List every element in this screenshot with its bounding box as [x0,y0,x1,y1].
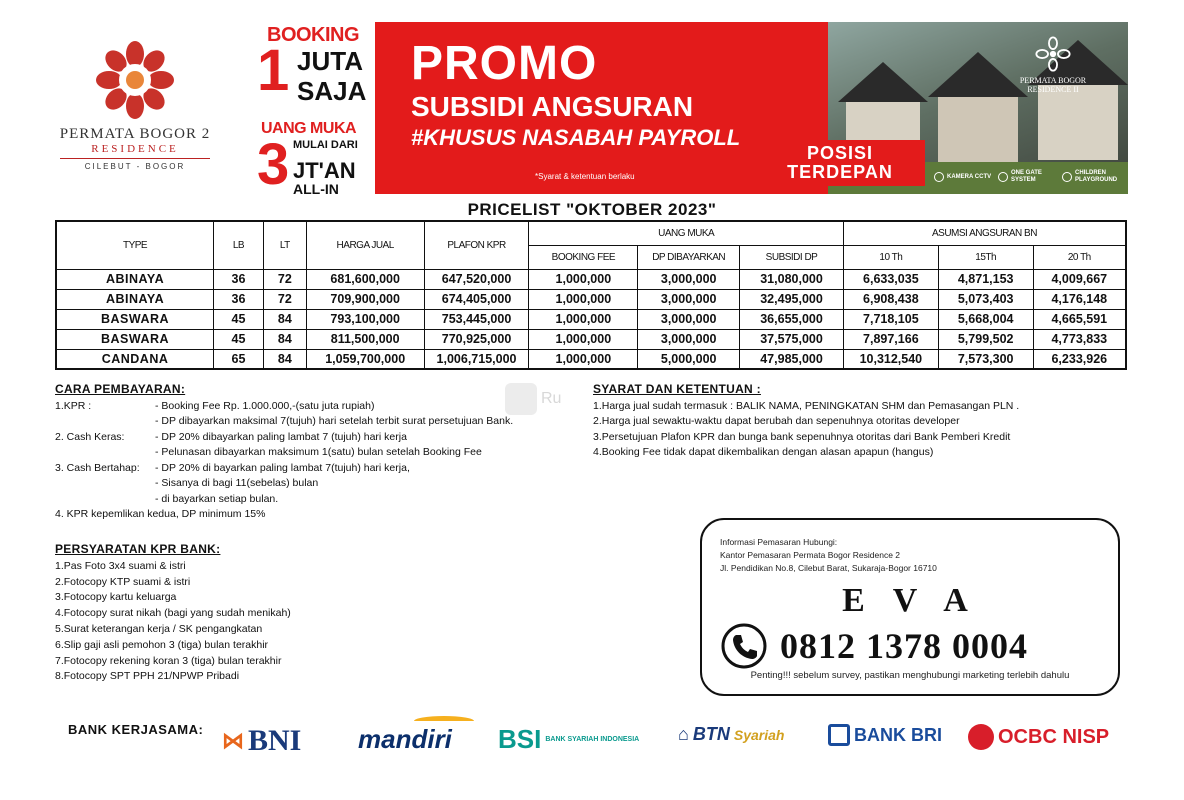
table-cell: 4,773,833 [1033,329,1126,349]
table-cell: 674,405,000 [424,289,529,309]
table-cell: 811,500,000 [306,329,424,349]
table-cell: 36 [214,269,264,289]
booking-saja: SAJA [297,76,367,106]
list-item: 1.Harga jual sudah termasuk : BALIK NAMA, PENINGKATAN SHM dan Pemasangan PLN . [593,399,1020,412]
booking-allin: ALL-IN [293,181,339,197]
table-row [56,269,1126,289]
table-cell: ABINAYA [56,289,214,309]
ocbc-mark-icon [968,724,994,750]
header-plafon: PLAFON KPR [424,221,529,269]
brand-sub: RESIDENCE [91,143,179,155]
bni-mark-icon: ⋈ [222,728,244,753]
list-item: 3.Persetujuan Plafon KPR dan bunga bank sepenuhnya otoritas dari Bank Pemberi Kredit [593,430,1011,443]
table-cell: 7,573,300 [938,349,1033,369]
list-item: 2. Cash Keras: - DP 20% dibayarkan paling lambat 7 (tujuh) hari kerja [55,430,407,443]
table-cell: 36,655,000 [740,309,844,329]
table-cell: ABINAYA [56,269,214,289]
persyaratan-kpr [55,542,475,685]
table-cell: 4,871,153 [938,269,1033,289]
table-cell: 32,495,000 [740,289,844,309]
phone-number[interactable]: 0812 1378 0004 [780,626,1028,666]
table-cell: 4,176,148 [1033,289,1126,309]
table-cell: 31,080,000 [740,269,844,289]
promo-subtitle: SUBSIDI ANGSURAN [411,91,694,122]
promo-banner [375,22,1128,194]
header-20th: 20 Th [1033,245,1126,269]
table-cell: 1,006,715,000 [424,349,529,369]
table-cell: 1,000,000 [529,329,638,349]
promo-title: PROMO [411,37,598,90]
bsi-subtext: BANK SYARIAH INDONESIA [545,735,640,743]
table-cell: 1,000,000 [529,289,638,309]
bsi-logo [498,724,640,755]
watermark-icon [505,383,537,415]
table-cell: 6,633,035 [843,269,938,289]
mandiri-logo [358,724,452,755]
header-lb: LB [214,221,264,269]
cara-heading: CARA PEMBAYARAN: [55,382,186,396]
header-booking-fee: BOOKING FEE [529,245,638,269]
feature-gate: ONE GATE SYSTEM [998,170,1060,184]
list-item: 7.Fotocopy rekening koran 3 (tiga) bulan terakhir [55,654,282,667]
phone-icon [720,622,768,670]
table-cell: 753,445,000 [424,309,529,329]
contact-card [700,518,1120,696]
feature-cctv: KAMERA CCTV [934,170,996,184]
table-cell: 72 [263,289,306,309]
list-item: 3.Fotocopy kartu keluarga [55,591,177,604]
flower-logo-small-icon [1035,36,1071,72]
contact-info [720,536,937,575]
header-lt: LT [263,221,306,269]
brand-location: CILEBUT - BOGOR [84,162,186,171]
bni-text: BNI [248,724,302,757]
list-item: 3. Cash Bertahap: - DP 20% di bayarkan paling lambat 7(tujuh) hari kerja, [55,461,410,474]
list-item: 4.Fotocopy surat nikah (bagi yang sudah menikah) [55,607,291,620]
table-cell: CANDANA [56,349,214,369]
bank-logos [218,712,1128,762]
list-item: 2.Fotocopy KTP suami & istri [55,575,191,588]
brand-divider [60,158,210,159]
table-cell: 681,600,000 [306,269,424,289]
table-cell: 6,233,926 [1033,349,1126,369]
table-cell: 5,000,000 [638,349,740,369]
table-cell: 7,897,166 [843,329,938,349]
btn-syariah-text: Syariah [733,726,785,743]
list-item: 2.Harga jual sewaktu-waktu dapat berubah dan sepenuhnya otoritas developer [593,415,960,427]
list-item: 8.Fotocopy SPT PPH 21/NPWP Pribadi [55,670,240,683]
table-cell: 6,908,438 [843,289,938,309]
list-item: - di bayarkan setiap bulan. [155,492,279,505]
watermark-text: Ru [541,390,562,407]
table-cell: 72 [263,269,306,289]
ocbc-text: OCBC NISP [998,725,1110,748]
posisi-line-1: POSISI [806,143,874,163]
table-cell: 3,000,000 [638,329,740,349]
feature-list [934,170,1124,184]
bri-mark-icon [828,724,850,746]
ocbc-logo [968,724,1109,750]
header-angsuran: ASUMSI ANGSURAN BN [843,221,1126,245]
kpr-heading: PERSYARATAN KPR BANK: [55,542,221,556]
booking-uang-muka: UANG MUKA [261,120,357,137]
header-type: TYPE [56,221,214,269]
table-cell: 1,000,000 [529,349,638,369]
gate-icon [998,172,1008,182]
list-item: - DP dibayarkan maksimal 7(tujuh) hari setelah terbit surat persetujuan Bank. [155,415,514,427]
list-item: - Sisanya di bagi 11(sebelas) bulan [155,477,319,489]
contact-note: Penting!!! sebelum survey, pastikan menghubungi marketing terlebih dahulu [750,670,1070,681]
booking-mulai: MULAI DARI [293,139,358,151]
header-15th: 15Th [938,245,1033,269]
playground-icon [1062,172,1072,182]
booking-juta: JUTA [297,46,363,76]
table-row [56,309,1126,329]
booking-word: BOOKING [267,24,360,46]
list-item: 6.Slip gaji asli pemohon 3 (tiga) bulan terakhir [55,638,269,651]
btn-text: BTN [692,724,730,744]
table-cell: BASWARA [56,309,214,329]
bni-logo [222,724,301,758]
feature-playground: CHILDREN PLAYGROUND [1062,170,1124,184]
promo-note: *Syarat & ketentuan berlaku [535,172,635,181]
table-cell: 84 [263,329,306,349]
header-10th: 10 Th [843,245,938,269]
table-cell: 45 [214,329,264,349]
table-cell: 793,100,000 [306,309,424,329]
promo-tagline: #KHUSUS NASABAH PAYROLL [411,125,741,150]
table-cell: 37,575,000 [740,329,844,349]
table-row [56,349,1126,369]
list-item: 5.Surat keterangan kerja / SK pengangkatan [55,622,263,635]
watermark [505,383,561,415]
contact-name: E V A [842,582,978,619]
table-cell: 4,665,591 [1033,309,1126,329]
table-cell: 3,000,000 [638,289,740,309]
table-cell: 84 [263,349,306,369]
booking-number-1: 1 [257,38,290,103]
mandiri-text: mandiri [358,724,452,754]
list-item: - Pelunasan dibayarkan maksimum 1(satu) bulan setelah Booking Fee [155,446,482,458]
bri-logo [828,724,942,746]
contact-line-2: Kantor Pemasaran Permata Bogor Residence 2 [720,550,901,560]
table-cell: 5,799,502 [938,329,1033,349]
table-row [56,329,1126,349]
table-cell: 647,520,000 [424,269,529,289]
header-uang-muka: UANG MUKA [529,221,843,245]
booking-promo [257,24,367,197]
contact-phone[interactable] [720,622,1028,670]
table-cell: 3,000,000 [638,309,740,329]
table-cell: 770,925,000 [424,329,529,349]
table-cell: 5,073,403 [938,289,1033,309]
booking-jtan: JT'AN [293,158,356,183]
header-subsidi: SUBSIDI DP [740,245,844,269]
list-item: 4.Booking Fee tidak dapat dikembalikan dengan alasan apapun (hangus) [593,446,934,458]
list-item: 1.KPR : - Booking Fee Rp. 1.000.000,-(satu juta rupiah) [55,399,375,412]
brand-name: PERMATA BOGOR 2 [59,126,211,142]
header-harga: HARGA JUAL [306,221,424,269]
banner-mini-logo-text: PERMATA BOGOR RESIDENCE II [1019,76,1087,94]
posisi-line-2: TERDEPAN [787,162,893,182]
header-dp: DP DIBAYARKAN [638,245,740,269]
table-cell: 709,900,000 [306,289,424,309]
table-cell: 3,000,000 [638,269,740,289]
table-cell: 7,718,105 [843,309,938,329]
contact-line-3: Jl. Pendidikan No.8, Cilebut Barat, Sukaraja-Bogor 16710 [720,563,937,573]
table-cell: 1,000,000 [529,269,638,289]
pricelist-table [55,220,1127,370]
table-row [56,289,1126,309]
bsi-text: BSI [498,724,542,754]
table-cell: 65 [214,349,264,369]
table-cell: 36 [214,289,264,309]
table-cell: 5,668,004 [938,309,1033,329]
table-cell: 10,312,540 [843,349,938,369]
btn-logo [678,724,784,745]
table-cell: BASWARA [56,329,214,349]
brand-logo [40,40,230,180]
posisi-terdepan [755,140,925,186]
flower-logo-icon [95,40,175,120]
syarat-heading: SYARAT DAN KETENTUAN : [593,382,761,396]
banner-mini-logo [1008,36,1098,94]
table-cell: 47,985,000 [740,349,844,369]
list-item: 1.Pas Foto 3x4 suami & istri [55,559,186,572]
pricelist-title: PRICELIST "OKTOBER 2023" [467,200,717,219]
bri-text: BANK BRI [854,724,942,745]
syarat-ketentuan [593,382,1153,461]
table-cell: 45 [214,309,264,329]
table-cell: 84 [263,309,306,329]
mandiri-wave-icon [414,716,474,726]
booking-number-3: 3 [257,132,290,197]
table-cell: 1,000,000 [529,309,638,329]
btn-house-icon: ⌂ [678,724,689,744]
camera-icon [934,172,944,182]
cara-pembayaran [55,382,575,523]
list-item: 4. KPR kepemlikan kedua, DP minimum 15% [55,508,266,520]
table-cell: 4,009,667 [1033,269,1126,289]
contact-line-1: Informasi Pemasaran Hubungi: [720,537,838,547]
bank-label: BANK KERJASAMA: [68,722,204,737]
table-cell: 1,059,700,000 [306,349,424,369]
